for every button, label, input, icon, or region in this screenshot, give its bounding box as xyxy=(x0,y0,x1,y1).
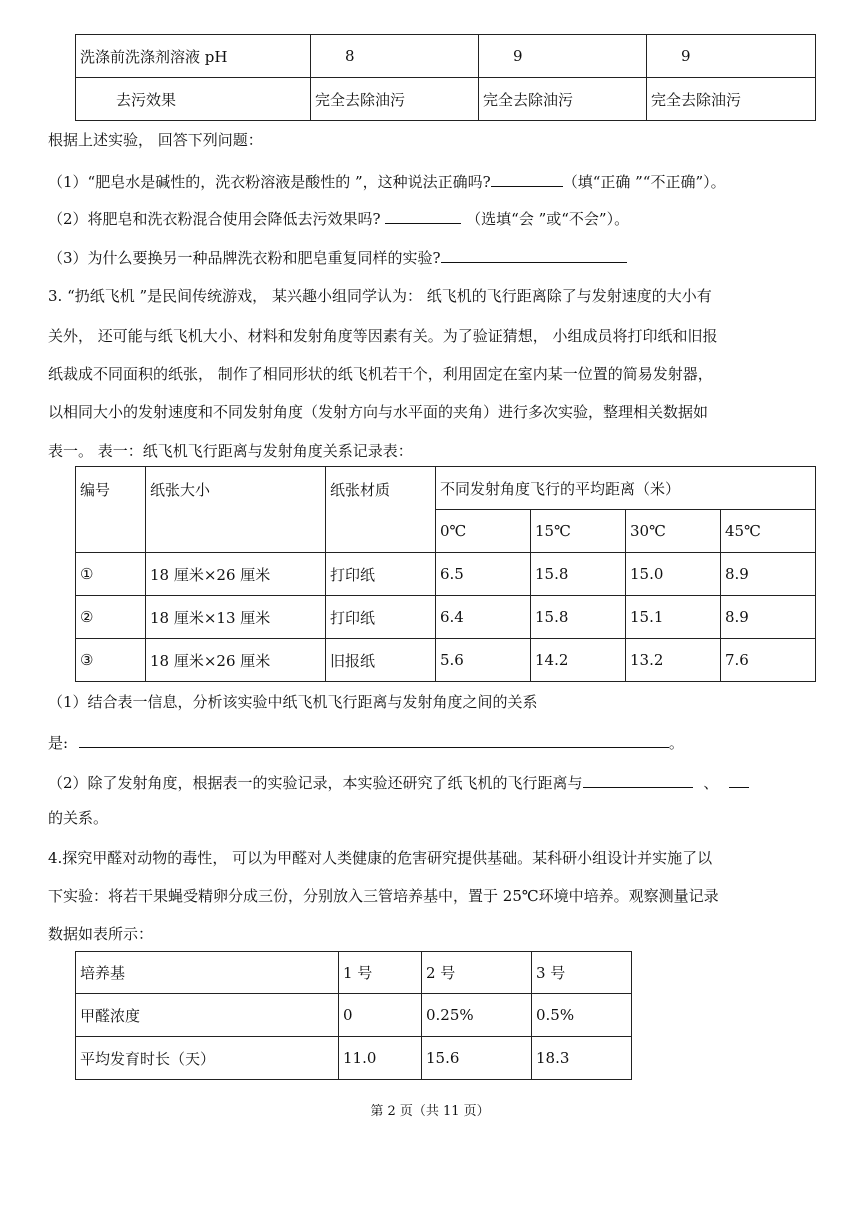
header-angle: 30℃ xyxy=(626,510,721,553)
table-row xyxy=(76,553,816,596)
q3-line: 表一。 表一：纸飞机飞行距离与发射角度关系记录表： xyxy=(48,442,413,460)
table-cell: 14.2 xyxy=(531,639,626,682)
table-row xyxy=(76,35,816,78)
table-cell: ① xyxy=(76,553,146,596)
table-cell: 1 号 xyxy=(339,952,422,994)
q3-line: 3. “扔纸飞机 ”是民间传统游戏， 某兴趣小组同学认为： 纸飞机的飞行距离除了与发射速度的大小有 xyxy=(48,287,712,305)
table-row xyxy=(76,78,816,121)
table-cell: 5.6 xyxy=(436,639,531,682)
table-row xyxy=(76,952,632,994)
table-cell: ② xyxy=(76,596,146,639)
paper-plane-table xyxy=(75,466,816,682)
q2-sub1-text: （1）“肥皂水是碱性的，洗衣粉溶液是酸性的 ”，这种说法正确吗? xyxy=(48,173,491,191)
table-cell: 2 号 xyxy=(422,952,532,994)
table-cell: 3 号 xyxy=(532,952,632,994)
q3-line: 纸裁成不同面积的纸张， 制作了相同形状的纸飞机若干个，利用固定在室内某一位置的简易发射器， xyxy=(48,365,713,383)
q2-sub1 xyxy=(48,170,726,192)
q2-sub3 xyxy=(48,246,627,268)
table-cell: 完全去除油污 xyxy=(311,78,479,121)
answer-blank[interactable] xyxy=(79,731,669,748)
table-cell: 0.5% xyxy=(532,994,632,1037)
table-cell: 去污效果 xyxy=(76,78,311,121)
q2-sub3-text: （3）为什么要换另一种品牌洗衣粉和肥皂重复同样的实验? xyxy=(48,249,441,267)
q4-line: 下实验：将若干果蝇受精卵分成三份，分别放入三管培养基中，置于 25℃环境中培养。观察测量记录 xyxy=(48,887,719,905)
q4-line: 数据如表所示： xyxy=(48,925,154,943)
q3-line: 以相同大小的发射速度和不同发射角度（发射方向与水平面的夹角）进行多次实验，整理相关数据如 xyxy=(48,403,709,421)
header-angle: 45℃ xyxy=(721,510,816,553)
header-id: 编号 xyxy=(76,467,146,553)
table-row xyxy=(76,1037,632,1080)
q2-sub2-hint: （选填“会 ”或“不会”）。 xyxy=(466,210,630,228)
table-cell: 15.6 xyxy=(422,1037,532,1080)
table-cell: 15.8 xyxy=(531,553,626,596)
table-cell: 完全去除油污 xyxy=(647,78,816,121)
answer-blank[interactable] xyxy=(441,246,627,263)
table-cell: 8 xyxy=(311,35,479,78)
table-cell: 18 厘米×26 厘米 xyxy=(146,553,326,596)
page-footer: 第 2 页（共 11 页） xyxy=(370,1104,490,1119)
header-angle: 15℃ xyxy=(531,510,626,553)
table-cell: 9 xyxy=(479,35,647,78)
table-cell: 9 xyxy=(647,35,816,78)
table-cell: 0.25% xyxy=(422,994,532,1037)
table-cell: 平均发育时长（天） xyxy=(76,1037,339,1080)
table-cell: 11.0 xyxy=(339,1037,422,1080)
table-cell: 7.6 xyxy=(721,639,816,682)
q3-sub2-text: （2）除了发射角度，根据表一的实验记录，本实验还研究了纸飞机的飞行距离与 xyxy=(48,774,583,792)
table-cell: 洗涤前洗涤剂溶液 pH xyxy=(76,35,311,78)
table-cell: 18.3 xyxy=(532,1037,632,1080)
table-cell: 0 xyxy=(339,994,422,1037)
table-cell: 8.9 xyxy=(721,553,816,596)
table-row xyxy=(76,994,632,1037)
table-header-row xyxy=(76,467,816,510)
answer-blank[interactable] xyxy=(491,170,563,187)
answer-blank[interactable] xyxy=(385,207,461,224)
q3-sub1-text: （1）结合表一信息，分析该实验中纸飞机飞行距离与发射角度之间的关系 xyxy=(48,693,538,711)
q2-intro: 根据上述实验， 回答下列问题： xyxy=(48,131,263,149)
q4-line: 4.探究甲醛对动物的毒性， 可以为甲醛对人类健康的危害研究提供基础。某科研小组设计并实施了以 xyxy=(48,849,713,867)
table-cell: 培养基 xyxy=(76,952,339,994)
q3-line: 关外， 还可能与纸飞机大小、材料和发射角度等因素有关。为了验证猜想， 小组成员将打印纸和旧报 xyxy=(48,327,718,345)
q2-sub2-text: （2）将肥皂和洗衣粉混合使用会降低去污效果吗? xyxy=(48,210,381,228)
header-size: 纸张大小 xyxy=(146,467,326,553)
q3-sub1-lead: 是: xyxy=(48,734,69,752)
table-cell: 15.8 xyxy=(531,596,626,639)
table-row xyxy=(76,596,816,639)
q3-sub2-end: 的关系。 xyxy=(48,809,109,827)
table-cell: 甲醛浓度 xyxy=(76,994,339,1037)
q3-sub2-sep: 、 xyxy=(703,774,719,792)
table-cell: 6.4 xyxy=(436,596,531,639)
q3-sub2 xyxy=(48,771,749,793)
table-cell: ③ xyxy=(76,639,146,682)
q2-sub1-hint: （填“正确 ”“不正确”）。 xyxy=(562,173,726,191)
table-cell: 8.9 xyxy=(721,596,816,639)
table-cell: 旧报纸 xyxy=(326,639,436,682)
table-cell: 打印纸 xyxy=(326,596,436,639)
header-material: 纸张材质 xyxy=(326,467,436,553)
table-cell: 6.5 xyxy=(436,553,531,596)
q3-sub1-end: 。 xyxy=(668,734,684,752)
table-cell: 15.1 xyxy=(626,596,721,639)
header-distance: 不同发射角度飞行的平均距离（米） xyxy=(436,467,816,510)
q3-sub1-answer xyxy=(48,731,684,753)
table-row xyxy=(76,639,816,682)
answer-blank[interactable] xyxy=(729,771,749,788)
table-cell: 打印纸 xyxy=(326,553,436,596)
answer-blank[interactable] xyxy=(583,771,693,788)
q2-sub2 xyxy=(48,207,629,229)
table-cell: 18 厘米×26 厘米 xyxy=(146,639,326,682)
formaldehyde-table xyxy=(75,951,632,1080)
table-cell: 18 厘米×13 厘米 xyxy=(146,596,326,639)
table-cell: 13.2 xyxy=(626,639,721,682)
table-cell: 15.0 xyxy=(626,553,721,596)
header-angle: 0℃ xyxy=(436,510,531,553)
table-cell: 完全去除油污 xyxy=(479,78,647,121)
detergent-table xyxy=(75,34,816,121)
